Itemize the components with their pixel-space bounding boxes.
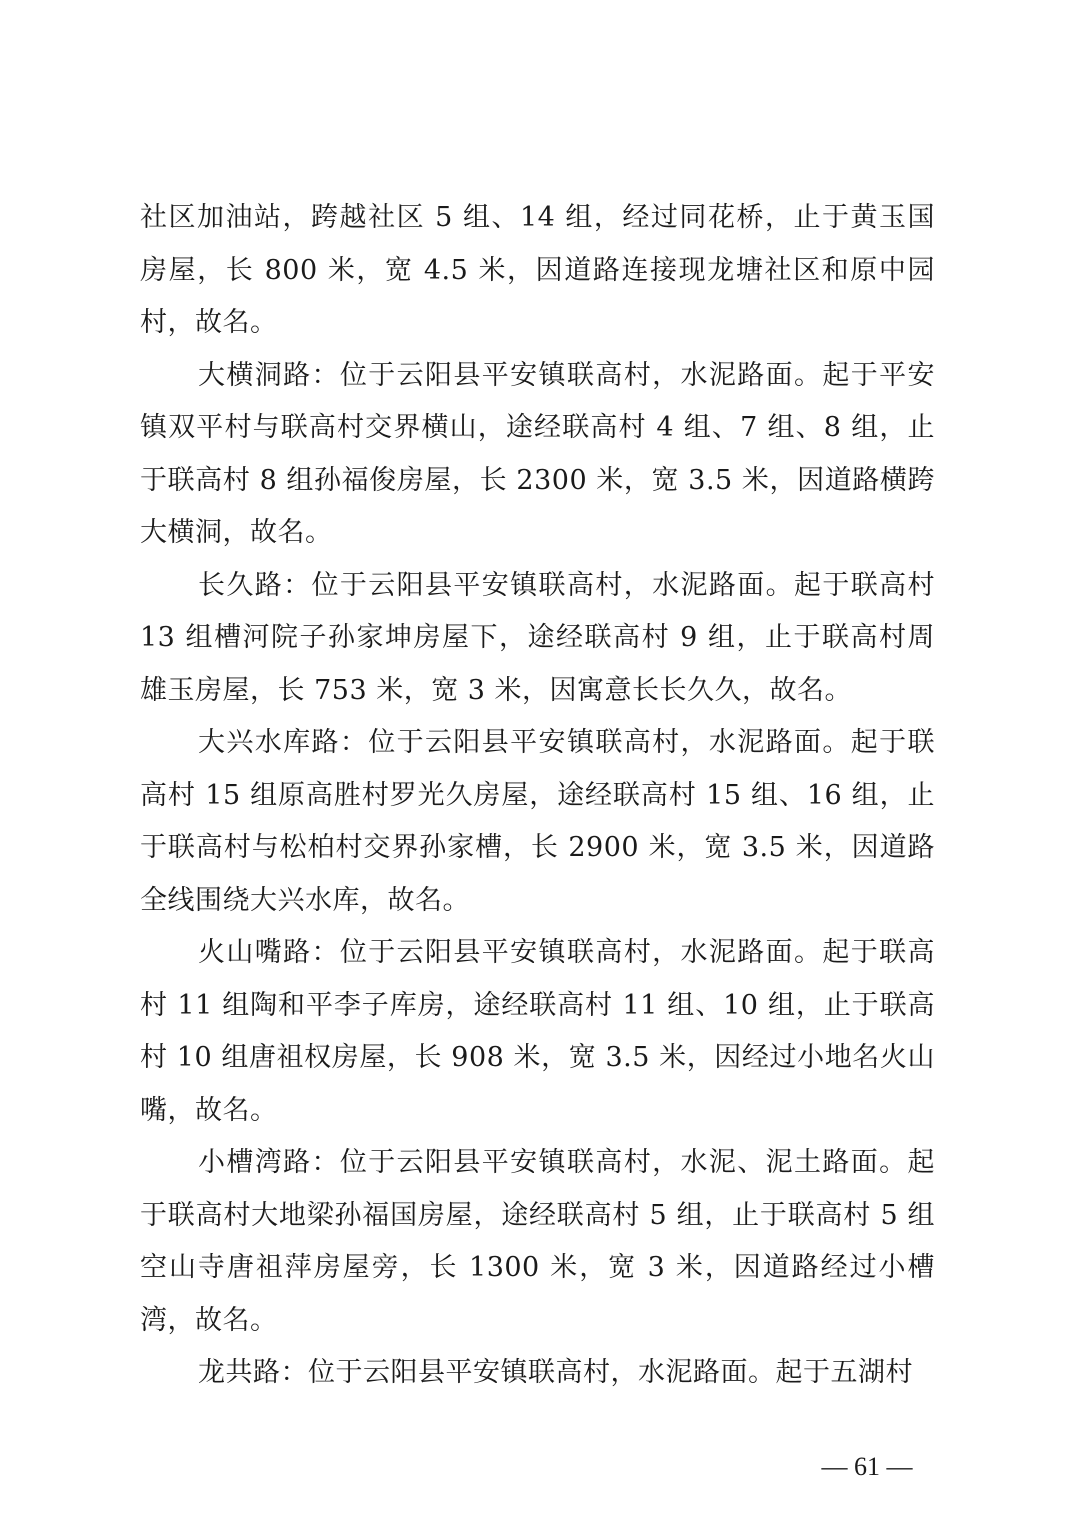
paragraph-continuation: 社区加油站，跨越社区 5 组、14 组，经过同花桥，止于黄玉国房屋，长 800 米，宽 4.5 米，因道路连接现龙塘社区和原中园村，故名。 [140, 202, 935, 338]
body-text [140, 192, 935, 1400]
paragraph-daxing-reservoir-road: 大兴水库路：位于云阳县平安镇联高村，水泥路面。起于联高村 15 组原高胜村罗光久房屋，途经联高村 15 组、16 组，止于联高村与松柏村交界孙家槽，长 2900 米，宽 3.5 米，因道路全线围绕大兴水库，故名。 [140, 727, 935, 916]
paragraph-daheng-dong-road: 大横洞路：位于云阳县平安镇联高村，水泥路面。起于平安镇双平村与联高村交界横山，途经联高村 4 组、7 组、8 组，止于联高村 8 组孙福俊房屋，长 2300 米，宽 3.5 米，因道路横跨大横洞，故名。 [140, 359, 935, 548]
page-number: — 61 — [821, 1452, 913, 1481]
paragraph-huoshanzui-road: 火山嘴路：位于云阳县平安镇联高村，水泥路面。起于联高村 11 组陶和平李子库房，途经联高村 11 组、10 组，止于联高村 10 组唐祖权房屋，长 908 米，宽 3.5 米，因经过小地名火山嘴，故名。 [140, 937, 935, 1126]
paragraph-longgong-road: 龙共路：位于云阳县平安镇联高村，水泥路面。起于五湖村 [198, 1357, 913, 1388]
paragraph-xiaocao-wan-road: 小槽湾路：位于云阳县平安镇联高村，水泥、泥土路面。起于联高村大地梁孙福国房屋，途经联高村 5 组，止于联高村 5 组空山寺唐祖萍房屋旁，长 1300 米，宽 3 米，因道路经过小槽湾，故名。 [140, 1147, 935, 1336]
paragraph-changjiu-road: 长久路：位于云阳县平安镇联高村，水泥路面。起于联高村 13 组槽河院子孙家坤房屋下，途经联高村 9 组，止于联高村周雄玉房屋，长 753 米，宽 3 米，因寓意长长久久，故名。 [140, 569, 935, 706]
